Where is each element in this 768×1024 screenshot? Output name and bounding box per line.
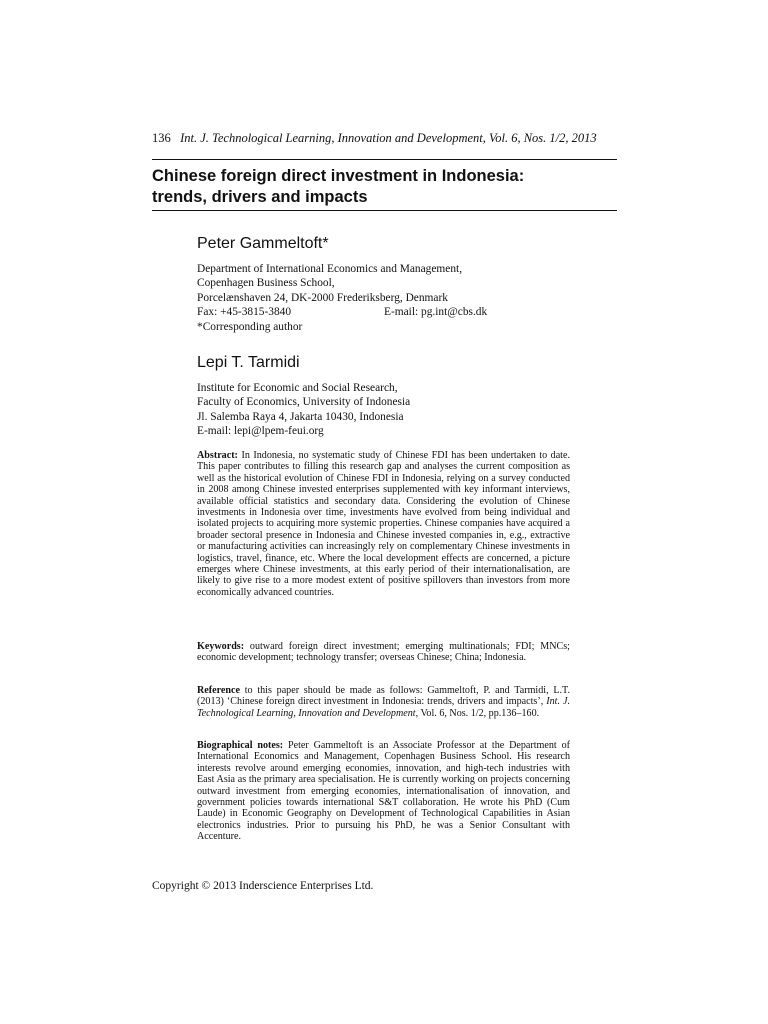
paper-title [152,166,617,208]
affiliation-line: Department of International Economics and Management, [197,263,463,275]
paper-title-line: Chinese foreign direct investment in Indonesia: [152,167,525,185]
author-name: Lepi T. Tarmidi [197,354,300,371]
keywords [197,641,570,664]
affiliation-line: Porcelænshaven 24, DK-2000 Frederiksberg, Denmark [197,291,448,304]
author-affiliation [197,262,617,334]
keywords-label: Keywords: [197,641,245,652]
reference-text: to this paper should be made as follows: Gammeltoft, P. and Tarmidi, L.T. (2013) ‘Chinese foreign direct investment in Indonesia: trends, drivers and impacts’, [197,685,570,708]
affiliation-line: Faculty of Economics, University of Indonesia [197,396,411,409]
reference [197,685,570,719]
bio-label: Biographical notes: [197,740,284,751]
reference-volume: , Vol. 6, Nos. 1/2, pp.136–160. [415,707,540,719]
keywords-text: outward foreign direct investment; emerging multinationals; FDI; MNCs; economic development; technology transfer; overseas Chinese; China; Indonesia. [197,641,570,664]
abstract-text: In Indonesia, no systematic study of Chinese FDI has been undertaken to date. This paper contributes to filling this research gap and analyses the current composition as well as the historical evolution of Chinese FDI in Indonesia, relying on a survey conducted in 2008 among Chinese invested enterprises supplemented with key informant interviews, available official statistics and secondary data. Considering the evolution of Chinese investments in Indonesia over time, investments have evolved from being individual and isolated projects to acquiring more systemic properties. Chinese companies have acquired a broader sectoral presence in Indonesia and Chinese invested companies in, e.g., extractive or manufacturing activities can increasingly rely on complementary Chinese investments in logistics, travel, finance, etc. Where the local development effects are concerned, a picture emerges where Chinese investments, at this early period of their internationalisation, are likely to give rise to a more modest extent of positive spillovers than investors from more economically advanced countries. [197,450,570,598]
copyright-notice: Copyright © 2013 Inderscience Enterprises Ltd. [152,880,374,892]
email-address: E-mail: pg.int@cbs.dk [384,306,488,319]
page-number: 136 [152,131,171,145]
contact-line [197,305,617,319]
corresponding-author-note: *Corresponding author [197,320,303,333]
author-affiliation [197,381,617,439]
biographical-notes [197,740,570,843]
journal-citation: Int. J. Technological Learning, Innovation and Development, Vol. 6, Nos. 1/2, 2013 [180,131,597,145]
fax-number: Fax: +45-3815-3840 [197,306,292,319]
title-top-rule [152,159,617,160]
author-name: Peter Gammeltoft* [197,235,329,252]
running-header [152,130,615,146]
abstract [197,450,570,598]
bio-text: Peter Gammeltoft is an Associate Professor at the Department of International Economics and Management, Copenhagen Business School. His research interests revolve around emerging economies, innovation, and high-tech industries with East Asia as the primary area specialisation. He is currently working on projects concerning outward investment from emerging economies, internationalisation of innovation, and government policies towards international S&T collaboration. He wrote his PhD (Cum Laude) in Economic Geography on Development of Technological Capabilities in Asian electronics industries. Prior to pursuing his PhD, he was a Senior Consultant with Accenture. [197,740,570,843]
title-bottom-rule [152,210,617,211]
affiliation-line: Copenhagen Business School, [197,277,335,290]
affiliation-line: Jl. Salemba Raya 4, Jakarta 10430, Indonesia [197,410,404,423]
abstract-label: Abstract: [197,450,238,461]
reference-label: Reference [197,685,240,696]
reference-journal: Int. J. Technological Learning, Innovation and Development [197,696,570,719]
affiliation-line: Institute for Economic and Social Research, [197,382,398,394]
affiliation-line: E-mail: lepi@lpem-feui.org [197,425,324,438]
paper-title-line: trends, drivers and impacts [152,188,368,206]
